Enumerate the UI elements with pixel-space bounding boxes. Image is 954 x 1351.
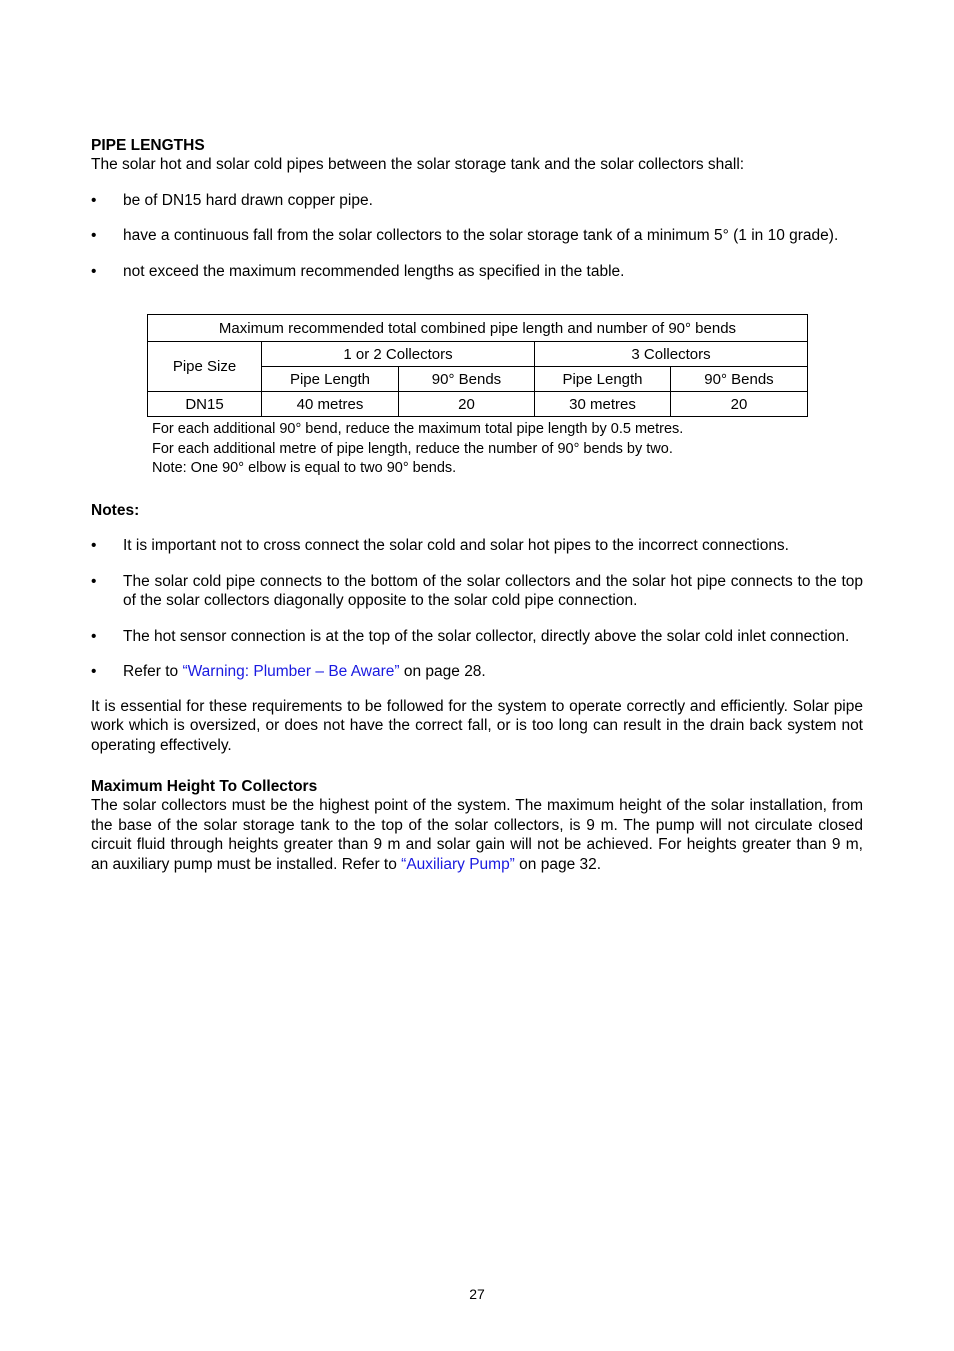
- group-header-3-collectors: 3 Collectors: [535, 342, 808, 367]
- table-note: Note: One 90° elbow is equal to two 90° bends.: [152, 460, 457, 476]
- cell-pipe-size: DN15: [148, 392, 262, 417]
- cell-pipe-length-1-2: 40 metres: [262, 392, 399, 417]
- table-title: Maximum recommended total combined pipe length and number of 90° bends: [148, 315, 808, 342]
- table-row: [148, 392, 808, 417]
- refer-suffix: on page 28.: [399, 663, 486, 680]
- cell-pipe-length-3: 30 metres: [535, 392, 671, 417]
- notes-list: [91, 536, 863, 682]
- pipe-length-header: Pipe Length: [262, 367, 399, 392]
- list-item: • The hot sensor connection is at the top of the solar collector, directly above the solar cold inlet connection.: [91, 627, 863, 647]
- cell-bends-3: 20: [671, 392, 808, 417]
- table-notes: [152, 420, 683, 479]
- table-note: For each additional metre of pipe length, reduce the number of 90° bends by two.: [152, 440, 673, 457]
- pipe-length-header: Pipe Length: [535, 367, 671, 392]
- group-header-1-2-collectors: 1 or 2 Collectors: [262, 342, 535, 367]
- warning-plumber-link[interactable]: “Warning: Plumber – Be Aware”: [182, 663, 400, 680]
- max-height-paragraph: [91, 796, 863, 874]
- pipe-lengths-intro: The solar hot and solar cold pipes between the solar storage tank and the solar collectors shall:: [91, 156, 745, 173]
- max-height-text: The solar collectors must be the highest point of the system. The maximum height of the solar installation, from the base of the solar storage tank to the top of the solar collectors, is 9 m. The pump will not circulate closed circuit fluid through heights greater than 9 m and solar gain will not be achieved. For heights greater than 9 m, an auxiliary pump must be installed. Refer to: [91, 797, 863, 873]
- pipe-requirements-list: [91, 191, 863, 282]
- cell-bends-1-2: 20: [399, 392, 535, 417]
- pipe-length-table: [147, 314, 808, 417]
- refer-prefix: Refer to: [123, 663, 183, 680]
- bends-header: 90° Bends: [399, 367, 535, 392]
- bends-header: 90° Bends: [671, 367, 808, 392]
- max-height-text-end: on page 32.: [514, 855, 602, 873]
- document-body: [91, 136, 863, 874]
- list-item: • The solar cold pipe connects to the bottom of the solar collectors and the solar hot pipe connects to the top of the solar collectors diagonally opposite to the solar cold pipe connection.: [91, 572, 863, 611]
- list-item: • It is important not to cross connect the solar cold and solar hot pipes to the incorrect connections.: [91, 536, 863, 556]
- pipe-lengths-heading: PIPE LENGTHS: [91, 137, 205, 154]
- essential-paragraph: It is essential for these requirements to be followed for the system to operate correctly and efficiently. Solar pipe work which is oversized, or does not have the correct fall, or is too long can result in the drain back system not operating effectively.: [91, 697, 863, 754]
- page-number: 27: [469, 1286, 485, 1302]
- list-item: [91, 662, 863, 682]
- table-note: For each additional 90° bend, reduce the maximum total pipe length by 0.5 metres.: [152, 421, 684, 437]
- list-item: • not exceed the maximum recommended lengths as specified in the table.: [91, 262, 863, 282]
- list-item: • have a continuous fall from the solar collectors to the solar storage tank of a minimum 5° (1 in 10 grade).: [91, 226, 863, 246]
- notes-heading: Notes:: [91, 502, 140, 519]
- max-height-heading: Maximum Height To Collectors: [91, 778, 318, 795]
- list-item: • be of DN15 hard drawn copper pipe.: [91, 191, 863, 211]
- pipe-size-header: Pipe Size: [148, 342, 262, 392]
- auxiliary-pump-link[interactable]: “Auxiliary Pump”: [401, 855, 515, 873]
